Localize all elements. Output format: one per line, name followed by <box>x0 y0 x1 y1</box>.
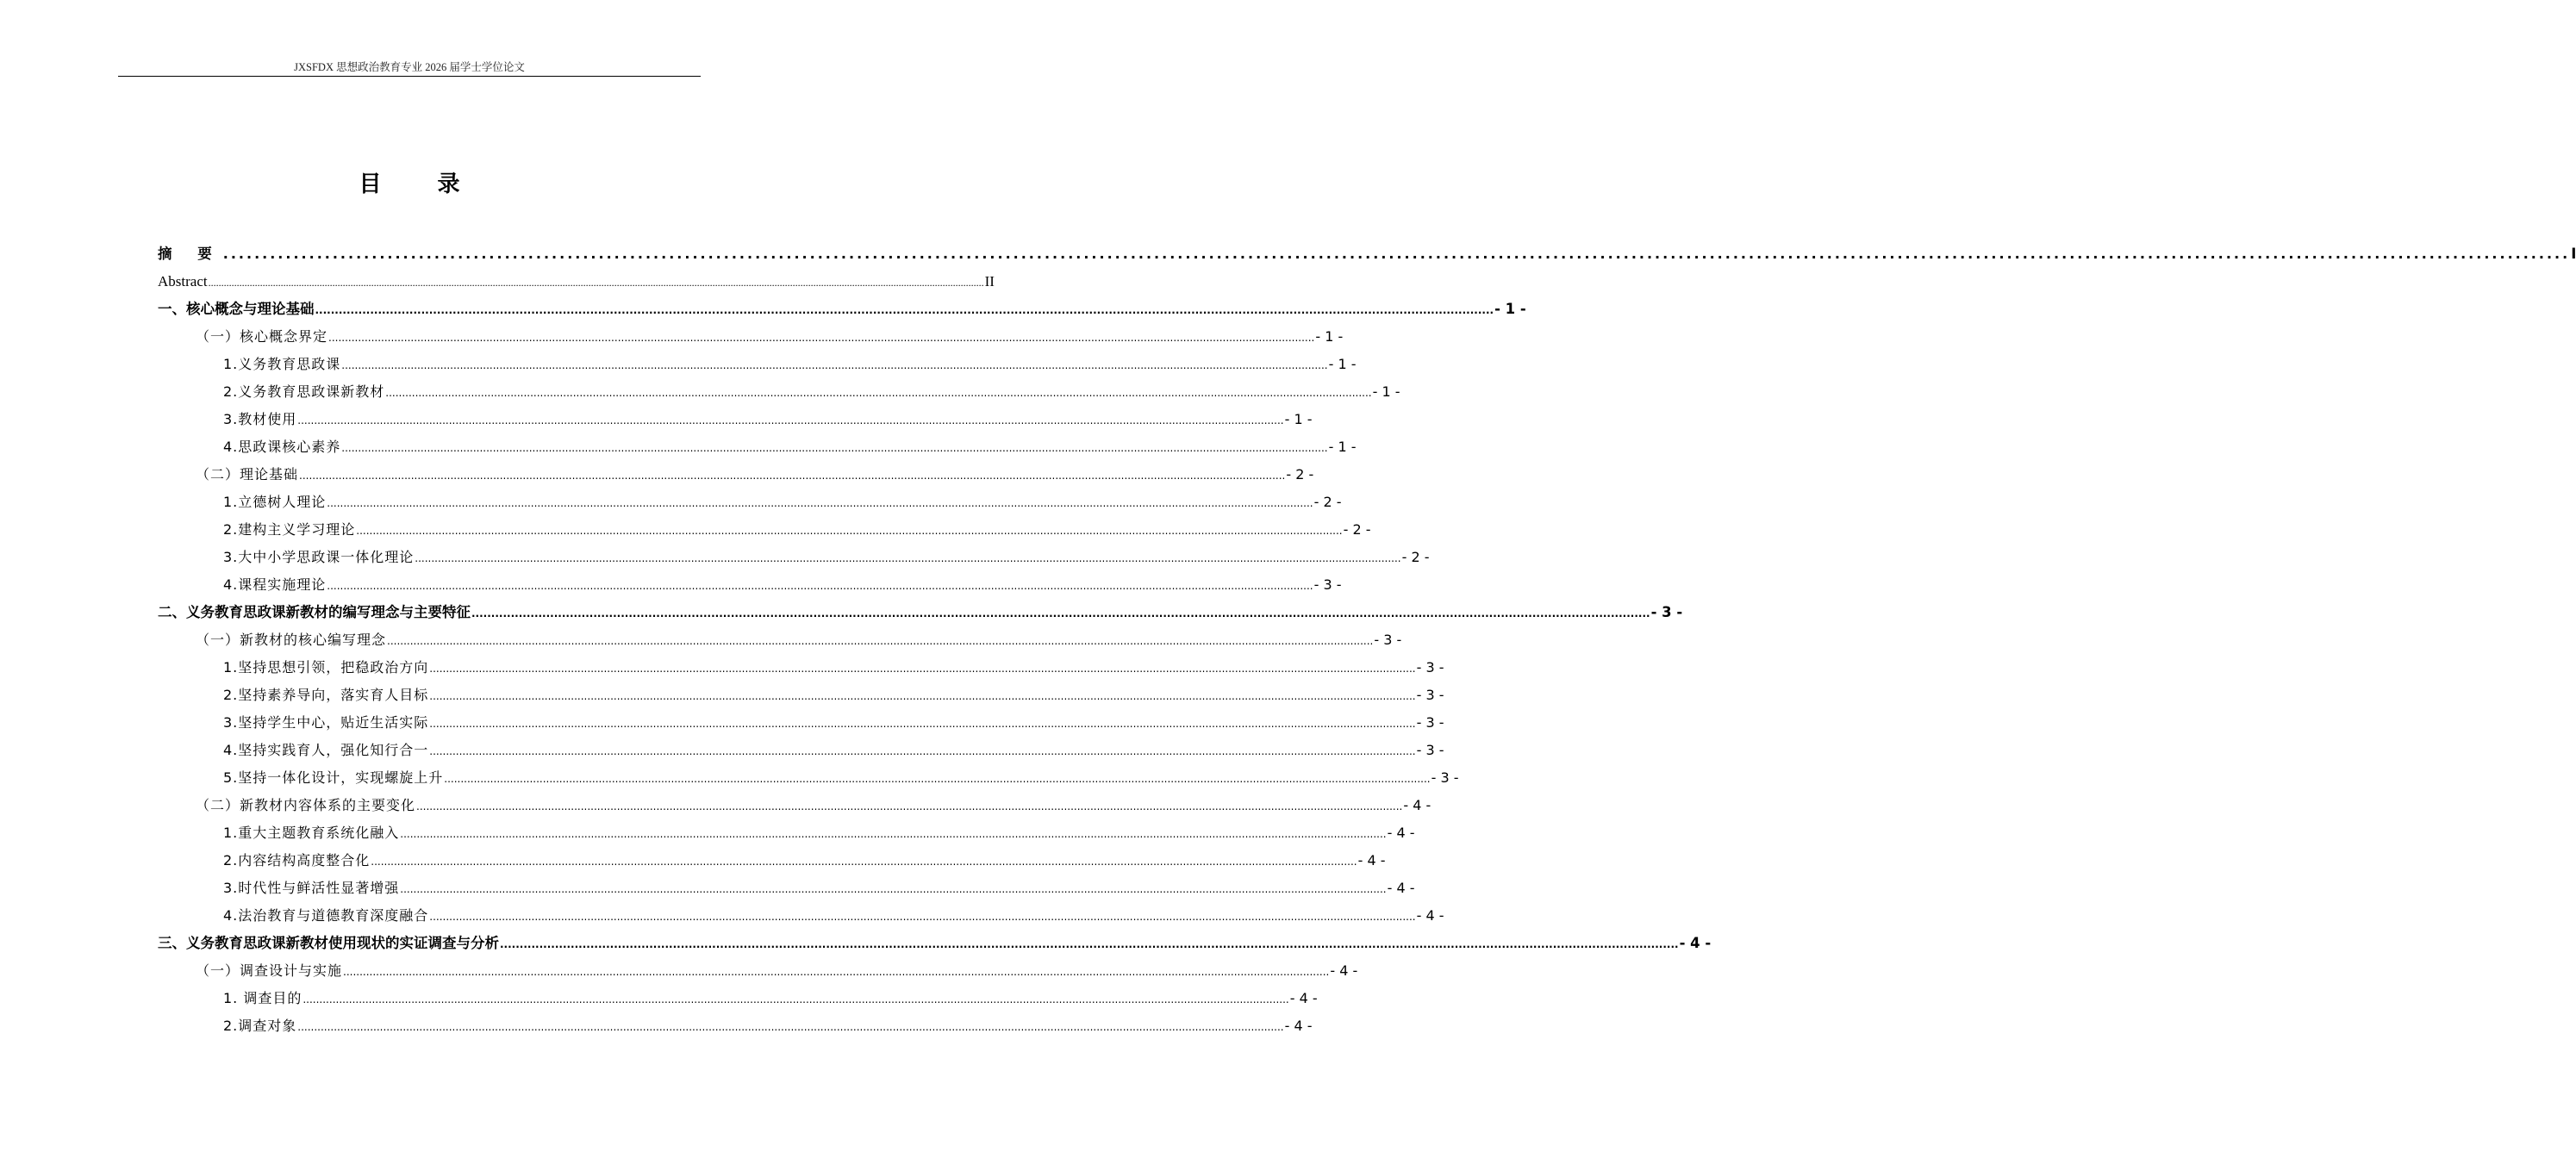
toc-entry-page: - 2 - <box>1343 521 1371 538</box>
toc-dot-leader: ............................................................................................................................................................................................................................................................................................................ <box>429 745 1416 757</box>
toc-entry-title: 1.立德树人理论 <box>223 494 327 510</box>
toc-entry[interactable] <box>158 931 1712 959</box>
toc-entry-title: （一）核心概念界定 <box>196 328 328 345</box>
toc-dot-leader: ............................................................................................................................................................................................................................................................................................................ <box>299 470 1286 482</box>
toc-entry-title: 1.义务教育思政课 <box>223 356 341 372</box>
toc-dot-leader: ............................................................................................................................................................................................................................................................................................................ <box>444 773 1431 785</box>
toc-entry-page: - 3 - <box>1431 769 1459 786</box>
toc-dot-leader: ............................................................................................................................................................................................................................................................................................................ <box>343 966 1330 978</box>
toc-entry[interactable] <box>158 987 1318 1014</box>
toc-dot-leader: ............................................................................................................................................................................................................................................................................................................ <box>222 246 2571 262</box>
toc-entry-title: （二）新教材内容体系的主要变化 <box>196 797 416 813</box>
toc-entry[interactable] <box>158 794 1431 821</box>
toc-entry[interactable] <box>158 242 2576 270</box>
toc-entry[interactable] <box>158 601 1683 628</box>
toc-dot-leader: ............................................................................................................................................................................................................................................................................................................ <box>208 277 984 289</box>
toc-dot-leader: ............................................................................................................................................................................................................................................................................................................ <box>327 580 1313 592</box>
toc-entry-page: - 3 - <box>1416 687 1444 703</box>
toc-dot-leader: ............................................................................................................................................................................................................................................................................................................ <box>429 663 1416 675</box>
toc-dot-leader: ............................................................................................................................................................................................................................................................................................................ <box>387 635 1374 647</box>
toc-dot-leader: ............................................................................................................................................................................................................................................................................................................ <box>328 332 1315 344</box>
toc-entry[interactable] <box>158 463 1314 490</box>
toc-entry-page: - 1 - <box>1328 356 1357 372</box>
toc-dot-leader: ............................................................................................................................................................................................................................................................................................................ <box>400 828 1387 840</box>
toc-entry[interactable] <box>158 959 1358 987</box>
toc-entry[interactable] <box>158 408 1313 435</box>
toc-entry-page: - 3 - <box>1416 659 1444 676</box>
toc-entry[interactable] <box>158 297 1526 325</box>
toc-entry-title: 1. 调查目的 <box>223 990 303 1006</box>
toc-entry-page: - 4 - <box>1679 935 1712 951</box>
toc-entry[interactable] <box>158 435 1357 463</box>
toc-dot-leader: ............................................................................................................................................................................................................................................................................................................ <box>341 359 1328 371</box>
toc-entry-page: - 4 - <box>1416 907 1444 924</box>
toc-entry-title: 2.建构主义学习理论 <box>223 521 356 538</box>
toc-dot-leader: ............................................................................................................................................................................................................................................................................................................ <box>385 387 1372 399</box>
toc-entry-title: 1.重大主题教育系统化融入 <box>223 825 400 841</box>
toc-entry-page: - 2 - <box>1401 549 1430 565</box>
toc-dot-leader: ............................................................................................................................................................................................................................................................................................................ <box>356 525 1343 537</box>
toc-entry-title: 4.法治教育与道德教育深度融合 <box>223 907 429 924</box>
toc-entry[interactable] <box>158 656 1444 683</box>
toc-entry[interactable] <box>158 876 1415 904</box>
toc-dot-leader: ............................................................................................................................................................................................................................................................................................................ <box>429 690 1416 702</box>
toc-entry-title: 5.坚持一体化设计，实现螺旋上升 <box>223 769 444 786</box>
toc-entry-page: - 2 - <box>1286 466 1314 482</box>
toc-entry-page: - 4 - <box>1330 962 1358 979</box>
toc-entry-page: - 3 - <box>1416 714 1444 731</box>
toc-entry-title: （一）新教材的核心编写理念 <box>196 632 387 648</box>
toc-dot-leader: ............................................................................................................................................................................................................................................................................................................ <box>500 938 1679 950</box>
toc-entry-page: II <box>984 273 995 290</box>
toc-entry-title: 2.调查对象 <box>223 1018 297 1034</box>
toc-entry[interactable] <box>158 738 1444 766</box>
toc-dot-leader: ............................................................................................................................................................................................................................................................................................................ <box>297 414 1284 426</box>
toc-entry-page: - 2 - <box>1313 494 1342 510</box>
toc-entry-title: 3.教材使用 <box>223 411 297 427</box>
toc-entry-page: I <box>2571 246 2576 262</box>
toc-entry-title: 4.坚持实践育人，强化知行合一 <box>223 742 429 758</box>
toc-entry-page: - 4 - <box>1357 852 1386 868</box>
toc-entry-title: 3.坚持学生中心，贴近生活实际 <box>223 714 429 731</box>
toc-entry[interactable] <box>158 380 1400 408</box>
toc-dot-leader: ............................................................................................................................................................................................................................................................................................................ <box>471 607 1650 619</box>
toc-entry-title: 4.思政课核心素养 <box>223 439 341 455</box>
toc-entry-page: - 3 - <box>1650 604 1683 620</box>
toc-entry-title: （一）调查设计与实施 <box>196 962 343 979</box>
toc-entry-title: 摘 要 <box>158 246 222 262</box>
toc-dot-leader: ............................................................................................................................................................................................................................................................................................................ <box>315 304 1494 316</box>
toc-entry-title: （二）理论基础 <box>196 466 299 482</box>
toc-entry[interactable] <box>158 325 1344 352</box>
toc-entry-title: 3.时代性与鲜活性显著增强 <box>223 880 400 896</box>
toc-dot-leader: ............................................................................................................................................................................................................................................................................................................ <box>416 800 1403 812</box>
page-title: 目 录 <box>359 171 484 197</box>
toc-entry-page: - 3 - <box>1416 742 1444 758</box>
toc-entry[interactable] <box>158 573 1342 601</box>
toc-entry[interactable] <box>158 683 1444 711</box>
toc-entry[interactable] <box>158 849 1386 876</box>
toc-entry-page: - 4 - <box>1403 797 1431 813</box>
running-header: JXSFDX 思想政治教育专业 2026 届学士学位论文 <box>118 60 701 77</box>
toc-entry[interactable] <box>158 352 1357 380</box>
toc-entry-page: - 1 - <box>1372 383 1400 400</box>
toc-dot-leader: ............................................................................................................................................................................................................................................................................................................ <box>303 993 1289 1005</box>
toc-entry-page: - 4 - <box>1289 990 1318 1006</box>
toc-entry[interactable] <box>158 1014 1313 1042</box>
toc-entry[interactable] <box>158 904 1444 931</box>
toc-entry[interactable] <box>158 711 1444 738</box>
toc-entry-title: 二、义务教育思政课新教材的编写理念与主要特征 <box>158 604 471 620</box>
toc-entry[interactable] <box>158 766 1459 794</box>
toc-entry-page: - 1 - <box>1284 411 1313 427</box>
toc-dot-leader: ............................................................................................................................................................................................................................................................................................................ <box>341 442 1328 454</box>
table-of-contents <box>158 242 2576 1042</box>
toc-entry-title: 三、义务教育思政课新教材使用现状的实证调查与分析 <box>158 935 499 951</box>
toc-dot-leader: ............................................................................................................................................................................................................................................................................................................ <box>371 856 1357 868</box>
toc-dot-leader: ............................................................................................................................................................................................................................................................................................................ <box>400 883 1387 895</box>
toc-entry[interactable] <box>158 628 1402 656</box>
toc-entry-page: - 1 - <box>1315 328 1344 345</box>
toc-entry-title: 2.坚持素养导向，落实育人目标 <box>223 687 429 703</box>
toc-entry-title: 一、核心概念与理论基础 <box>158 301 315 317</box>
toc-entry[interactable] <box>158 821 1415 849</box>
toc-entry-page: - 4 - <box>1387 880 1415 896</box>
toc-dot-leader: ............................................................................................................................................................................................................................................................................................................ <box>429 718 1416 730</box>
toc-entry-title: 3.大中小学思政课一体化理论 <box>223 549 415 565</box>
toc-entry-title: 2.义务教育思政课新教材 <box>223 383 385 400</box>
toc-dot-leader: ............................................................................................................................................................................................................................................................................................................ <box>297 1021 1284 1033</box>
toc-entry-page: - 1 - <box>1328 439 1357 455</box>
toc-entry-title: Abstract <box>158 273 208 290</box>
toc-entry[interactable] <box>158 490 1342 518</box>
toc-entry-title: 4.课程实施理论 <box>223 576 327 593</box>
toc-dot-leader: ............................................................................................................................................................................................................................................................................................................ <box>327 497 1313 509</box>
toc-entry[interactable] <box>158 545 1430 573</box>
toc-entry[interactable] <box>158 518 1371 545</box>
toc-entry-page: - 1 - <box>1494 301 1526 317</box>
toc-entry-page: - 3 - <box>1374 632 1402 648</box>
toc-entry-page: - 4 - <box>1284 1018 1313 1034</box>
toc-entry-page: - 4 - <box>1387 825 1415 841</box>
toc-entry[interactable] <box>158 270 995 297</box>
toc-dot-leader: ............................................................................................................................................................................................................................................................................................................ <box>415 552 1401 564</box>
toc-entry-title: 1.坚持思想引领，把稳政治方向 <box>223 659 429 676</box>
toc-dot-leader: ............................................................................................................................................................................................................................................................................................................ <box>429 911 1416 923</box>
toc-entry-title: 2.内容结构高度整合化 <box>223 852 371 868</box>
toc-entry-page: - 3 - <box>1313 576 1342 593</box>
